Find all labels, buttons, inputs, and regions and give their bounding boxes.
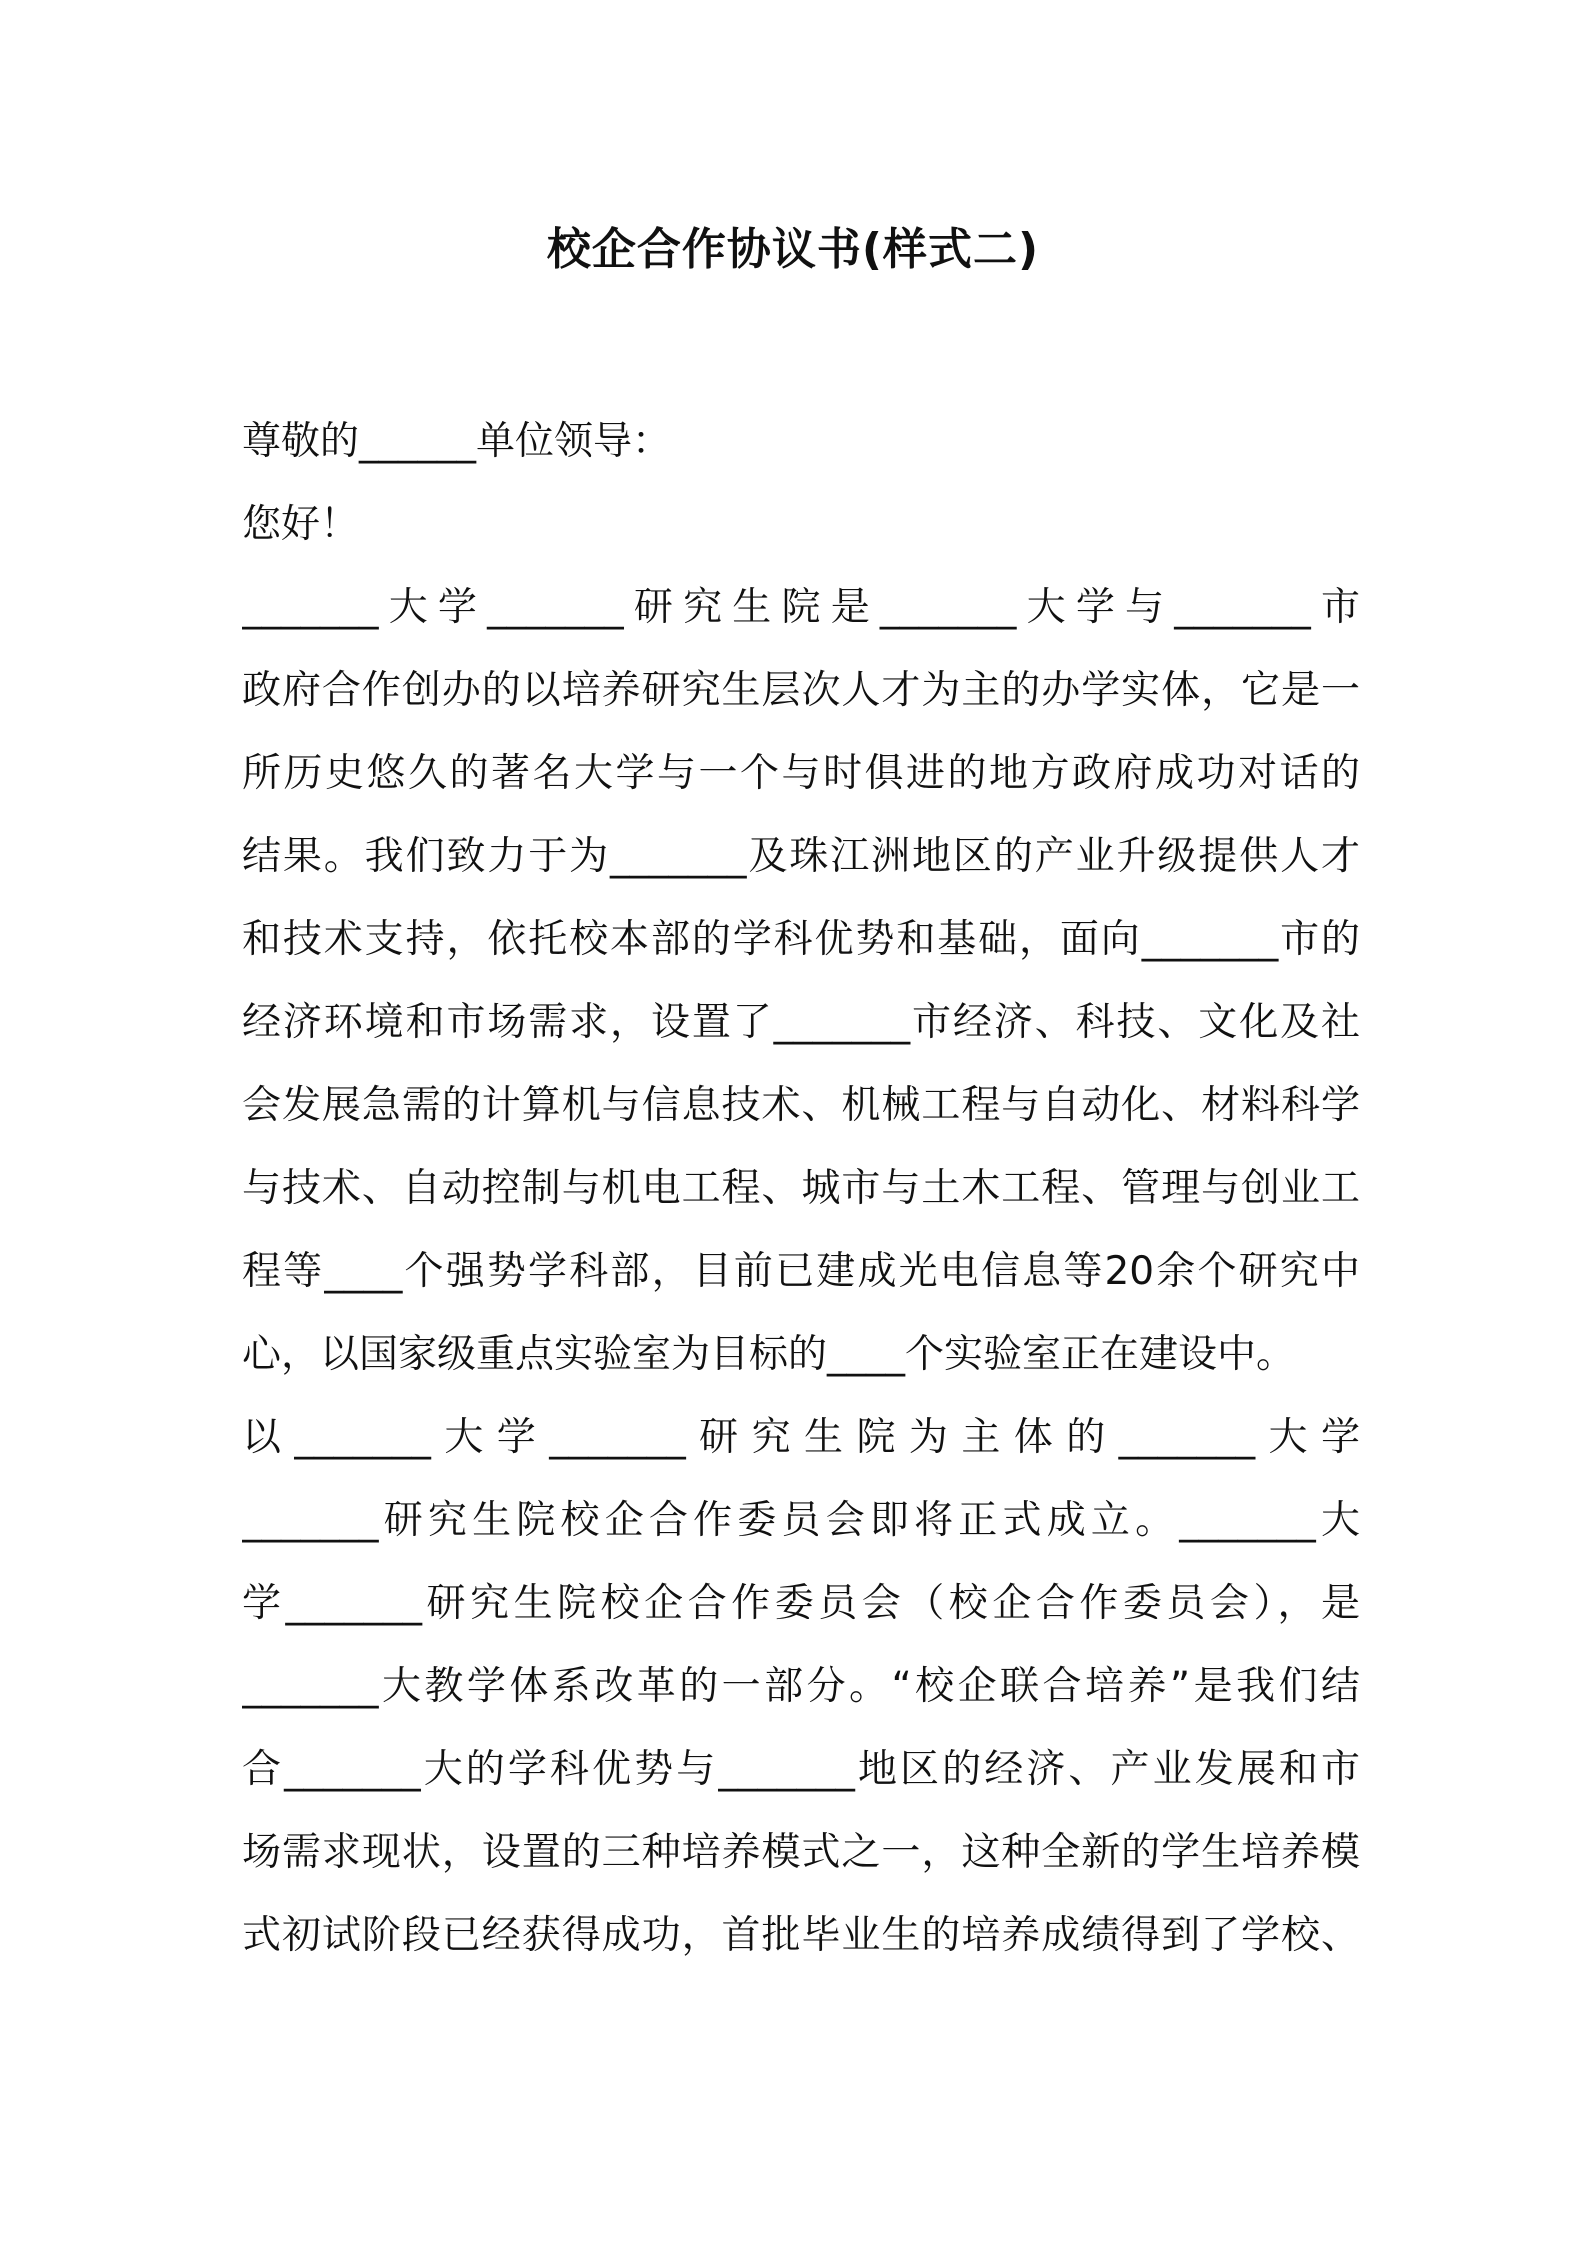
paragraph-line: 以_______大学_______研究生院为主体的_______大学 bbox=[242, 1415, 1360, 1460]
paragraph-line: 程等____个强势学科部，目前已建成光电信息等20余个研究中 bbox=[242, 1249, 1360, 1294]
paragraph-line: 场需求现状，设置的三种培养模式之一，这种全新的学生培养模 bbox=[242, 1830, 1360, 1875]
paragraph-line: 与技术、自动控制与机电工程、城市与土木工程、管理与创业工 bbox=[242, 1166, 1360, 1211]
salutation-line: 尊敬的______单位领导： bbox=[242, 419, 672, 464]
paragraph-line: _______大教学体系改革的一部分。“校企联合培养”是我们结 bbox=[242, 1664, 1360, 1709]
paragraph-line: 学_______研究生院校企合作委员会（校企合作委员会），是 bbox=[242, 1581, 1360, 1626]
paragraph-line: _______大学_______研究生院是_______大学与_______市 bbox=[242, 585, 1360, 630]
paragraph-line: 式初试阶段已经获得成功，首批毕业生的培养成绩得到了学校、 bbox=[242, 1913, 1360, 1958]
paragraph-line: 合_______大的学科优势与_______地区的经济、产业发展和市 bbox=[242, 1747, 1360, 1792]
paragraph-line: 所历史悠久的著名大学与一个与时俱进的地方政府成功对话的 bbox=[242, 751, 1360, 796]
paragraph-line: 会发展急需的计算机与信息技术、机械工程与自动化、材料科学 bbox=[242, 1083, 1360, 1128]
paragraph-line: 政府合作创办的以培养研究生层次人才为主的办学实体，它是一 bbox=[242, 668, 1360, 713]
paragraph-line: _______研究生院校企合作委员会即将正式成立。_______大 bbox=[242, 1498, 1360, 1543]
document-title: 校企合作协议书(样式二) bbox=[546, 224, 1040, 275]
paragraph-line: 经济环境和市场需求，设置了_______市经济、科技、文化及社 bbox=[242, 1000, 1360, 1045]
paragraph-line: 结果。我们致力于为_______及珠江洲地区的产业升级提供人才 bbox=[242, 834, 1360, 879]
document-body bbox=[242, 400, 1360, 1977]
greeting-line: 您好！ bbox=[242, 502, 360, 547]
paragraph-line: 心，以国家级重点实验室为目标的____个实验室正在建设中。 bbox=[242, 1332, 1296, 1377]
paragraph-line: 和技术支持，依托校本部的学科优势和基础，面向_______市的 bbox=[242, 917, 1360, 962]
